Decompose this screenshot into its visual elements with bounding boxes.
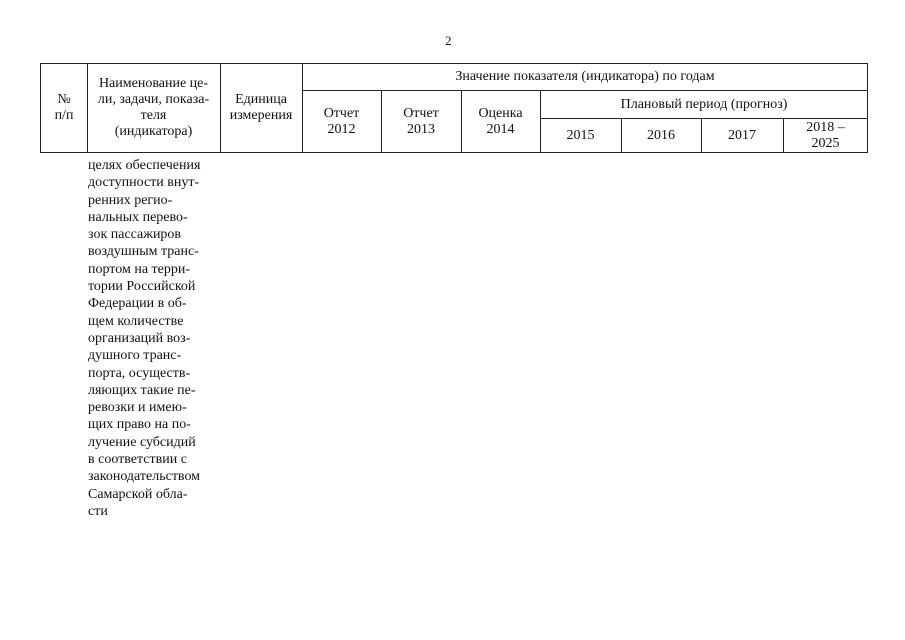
header-num: № п/п — [54, 92, 74, 123]
header-report-2013: Отчет 2013 — [403, 105, 439, 137]
header-report-2012: Отчет 2012 — [323, 105, 360, 137]
header-2016: 2016 — [647, 127, 675, 143]
header-name: Наименование це- ли, задачи, показа- теля (индикатора) — [97, 76, 210, 139]
header-2017: 2017 — [728, 127, 756, 143]
page-number: 2 — [445, 33, 452, 48]
header-2018-2025: 2018 – 2025 — [806, 119, 845, 151]
indicator-table-header — [40, 63, 868, 153]
header-values-group: Значение показателя (индикатора) по годам — [455, 69, 715, 84]
header-estimate-2014: Оценка 2014 — [478, 105, 523, 137]
header-2015: 2015 — [566, 127, 595, 143]
indicator-name-continued: целях обеспечения доступности внут- ренних регио- нальных перево- зок пассажиров воздушным транс- портом на терри- тории Российской Федерации в об- щем количестве организаций воз- душного транс- порта, осуществ- ляющих такие пе- ревозки и имею- щих право на по- лучение субсидий в соответствии с законодательством Самарской обла- сти — [88, 158, 201, 519]
header-unit: Единица измерения — [229, 92, 293, 123]
header-plan-group: Плановый период (прогноз) — [620, 96, 788, 112]
